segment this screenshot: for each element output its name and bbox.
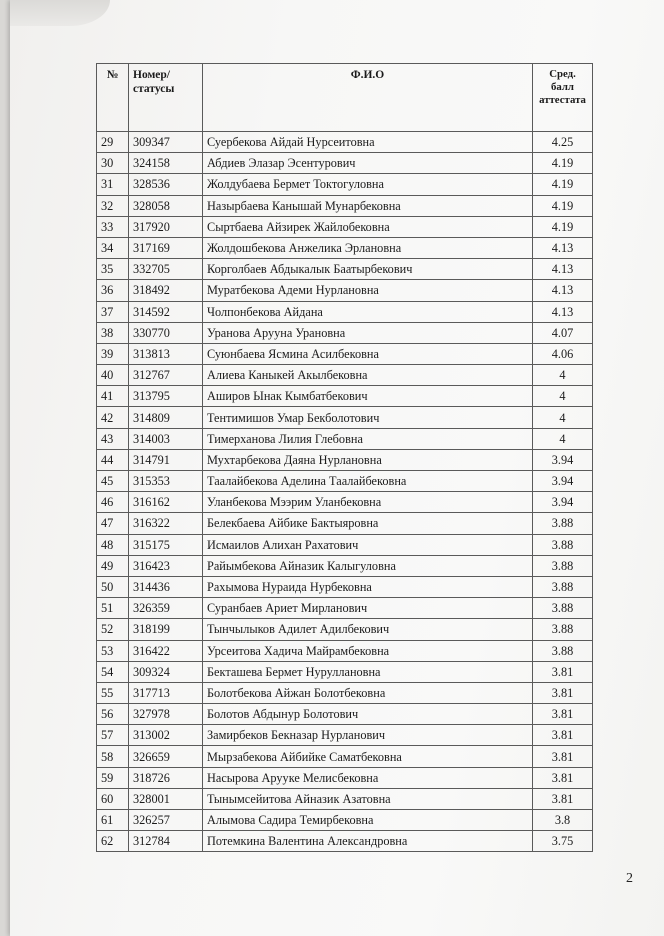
- row-full-name: Суранбаев Ариет Мирланович: [203, 598, 533, 619]
- table-row: [97, 682, 593, 703]
- row-full-name: Замирбеков Бекназар Нурланович: [203, 725, 533, 746]
- row-registration: 332705: [129, 259, 203, 280]
- row-registration: 316322: [129, 513, 203, 534]
- row-number: 56: [97, 704, 129, 725]
- page-fold-shadow: [10, 0, 110, 26]
- row-number: 49: [97, 555, 129, 576]
- row-average-grade: 3.81: [533, 704, 593, 725]
- row-full-name: Жолдошбекова Анжелика Эрлановна: [203, 237, 533, 258]
- row-registration: 317920: [129, 216, 203, 237]
- row-number: 46: [97, 492, 129, 513]
- table-row: [97, 153, 593, 174]
- row-full-name: Тимерханова Лилия Глебовна: [203, 428, 533, 449]
- row-number: 33: [97, 216, 129, 237]
- row-number: 58: [97, 746, 129, 767]
- row-average-grade: 3.88: [533, 555, 593, 576]
- table-row: [97, 428, 593, 449]
- row-number: 42: [97, 407, 129, 428]
- row-registration: 315353: [129, 471, 203, 492]
- row-registration: 328001: [129, 788, 203, 809]
- row-average-grade: 3.81: [533, 661, 593, 682]
- header-number: №: [97, 64, 129, 132]
- row-registration: 313795: [129, 386, 203, 407]
- table-row: [97, 301, 593, 322]
- row-registration: 313002: [129, 725, 203, 746]
- row-full-name: Аширов Ынак Кымбатбекович: [203, 386, 533, 407]
- row-number: 29: [97, 132, 129, 153]
- table-row: [97, 704, 593, 725]
- row-full-name: Алымова Садира Темирбековна: [203, 810, 533, 831]
- row-full-name: Корголбаев Абдыкалык Баатырбекович: [203, 259, 533, 280]
- row-registration: 326659: [129, 746, 203, 767]
- row-registration: 314003: [129, 428, 203, 449]
- row-registration: 328058: [129, 195, 203, 216]
- row-registration: 317169: [129, 237, 203, 258]
- row-full-name: Уранова Арууна Урановна: [203, 322, 533, 343]
- row-number: 44: [97, 449, 129, 470]
- table-row: [97, 132, 593, 153]
- row-registration: 312784: [129, 831, 203, 852]
- row-average-grade: 3.81: [533, 788, 593, 809]
- row-number: 43: [97, 428, 129, 449]
- table-row: [97, 195, 593, 216]
- row-average-grade: 4.13: [533, 259, 593, 280]
- row-number: 34: [97, 237, 129, 258]
- table-row: [97, 555, 593, 576]
- row-full-name: Белекбаева Айбике Бактыяровна: [203, 513, 533, 534]
- row-full-name: Суербекова Айдай Нурсеитовна: [203, 132, 533, 153]
- row-average-grade: 4.19: [533, 216, 593, 237]
- row-registration: 318726: [129, 767, 203, 788]
- row-registration: 317713: [129, 682, 203, 703]
- table-row: [97, 407, 593, 428]
- row-registration: 314791: [129, 449, 203, 470]
- row-full-name: Алиева Каныкей Акылбековна: [203, 365, 533, 386]
- row-full-name: Уланбекова Мээрим Уланбековна: [203, 492, 533, 513]
- row-registration: 313813: [129, 343, 203, 364]
- row-average-grade: 4: [533, 428, 593, 449]
- row-full-name: Мырзабекова Айбийке Саматбековна: [203, 746, 533, 767]
- row-number: 45: [97, 471, 129, 492]
- row-number: 59: [97, 767, 129, 788]
- table-row: [97, 449, 593, 470]
- row-registration: 314436: [129, 576, 203, 597]
- row-number: 36: [97, 280, 129, 301]
- row-average-grade: 3.94: [533, 492, 593, 513]
- row-full-name: Суюнбаева Ясмина Асилбековна: [203, 343, 533, 364]
- row-registration: 316162: [129, 492, 203, 513]
- table-row: [97, 174, 593, 195]
- row-number: 61: [97, 810, 129, 831]
- row-full-name: Абдиев Элазар Эсентурович: [203, 153, 533, 174]
- table-row: [97, 767, 593, 788]
- row-average-grade: 4.19: [533, 174, 593, 195]
- row-registration: 316423: [129, 555, 203, 576]
- row-registration: 314809: [129, 407, 203, 428]
- row-registration: 316422: [129, 640, 203, 661]
- row-average-grade: 3.88: [533, 619, 593, 640]
- row-average-grade: 4.19: [533, 153, 593, 174]
- row-full-name: Рахымова Нураида Нурбековна: [203, 576, 533, 597]
- table-row: [97, 746, 593, 767]
- row-registration: 326257: [129, 810, 203, 831]
- row-number: 57: [97, 725, 129, 746]
- row-full-name: Исмаилов Алихан Рахатович: [203, 534, 533, 555]
- row-number: 35: [97, 259, 129, 280]
- row-registration: 315175: [129, 534, 203, 555]
- row-average-grade: 3.81: [533, 746, 593, 767]
- row-number: 41: [97, 386, 129, 407]
- table-row: [97, 471, 593, 492]
- row-registration: 309347: [129, 132, 203, 153]
- table-row: [97, 831, 593, 852]
- table-row: [97, 810, 593, 831]
- row-number: 62: [97, 831, 129, 852]
- row-average-grade: 4.06: [533, 343, 593, 364]
- row-number: 54: [97, 661, 129, 682]
- row-number: 32: [97, 195, 129, 216]
- table-row: [97, 534, 593, 555]
- row-number: 60: [97, 788, 129, 809]
- row-number: 30: [97, 153, 129, 174]
- row-full-name: Таалайбекова Аделина Таалайбековна: [203, 471, 533, 492]
- row-registration: 309324: [129, 661, 203, 682]
- row-full-name: Урсеитова Хадича Майрамбековна: [203, 640, 533, 661]
- row-number: 50: [97, 576, 129, 597]
- row-average-grade: 3.81: [533, 682, 593, 703]
- table-row: [97, 280, 593, 301]
- row-full-name: Болотбекова Айжан Болотбековна: [203, 682, 533, 703]
- row-average-grade: 3.88: [533, 640, 593, 661]
- applicants-table: [96, 63, 593, 852]
- row-number: 37: [97, 301, 129, 322]
- row-number: 52: [97, 619, 129, 640]
- table-row: [97, 237, 593, 258]
- row-average-grade: 3.88: [533, 598, 593, 619]
- row-full-name: Тынчылыков Адилет Адилбекович: [203, 619, 533, 640]
- table-body: [97, 132, 593, 852]
- row-full-name: Назырбаева Канышай Мунарбековна: [203, 195, 533, 216]
- table-row: [97, 492, 593, 513]
- row-average-grade: 4.13: [533, 280, 593, 301]
- row-average-grade: 4.07: [533, 322, 593, 343]
- header-registration: Номер/статусы: [129, 64, 203, 132]
- row-registration: 318199: [129, 619, 203, 640]
- row-average-grade: 4.13: [533, 301, 593, 322]
- row-number: 38: [97, 322, 129, 343]
- row-registration: 330770: [129, 322, 203, 343]
- row-full-name: Муратбекова Адеми Нурлановна: [203, 280, 533, 301]
- header-full-name: Ф.И.О: [203, 64, 533, 132]
- row-average-grade: 3.94: [533, 471, 593, 492]
- document-page: [10, 0, 664, 936]
- row-average-grade: 3.94: [533, 449, 593, 470]
- table-row: [97, 661, 593, 682]
- row-average-grade: 4: [533, 386, 593, 407]
- row-registration: 328536: [129, 174, 203, 195]
- row-full-name: Бекташева Бермет Нуруллановна: [203, 661, 533, 682]
- row-average-grade: 3.88: [533, 534, 593, 555]
- row-full-name: Потемкина Валентина Александровна: [203, 831, 533, 852]
- row-full-name: Райымбекова Айназик Калыгуловна: [203, 555, 533, 576]
- row-average-grade: 4.19: [533, 195, 593, 216]
- table-row: [97, 216, 593, 237]
- row-average-grade: 4.25: [533, 132, 593, 153]
- table-row: [97, 365, 593, 386]
- header-average-grade: Сред. балл аттестата: [533, 64, 593, 132]
- row-full-name: Тентимишов Умар Бекболотович: [203, 407, 533, 428]
- row-full-name: Жолдубаева Бермет Токтогуловна: [203, 174, 533, 195]
- row-average-grade: 3.81: [533, 767, 593, 788]
- row-average-grade: 4.13: [533, 237, 593, 258]
- table-row: [97, 386, 593, 407]
- row-number: 47: [97, 513, 129, 534]
- row-registration: 312767: [129, 365, 203, 386]
- row-average-grade: 3.88: [533, 576, 593, 597]
- row-average-grade: 4: [533, 365, 593, 386]
- row-number: 53: [97, 640, 129, 661]
- row-number: 51: [97, 598, 129, 619]
- table-row: [97, 619, 593, 640]
- row-number: 40: [97, 365, 129, 386]
- row-number: 31: [97, 174, 129, 195]
- row-average-grade: 3.75: [533, 831, 593, 852]
- row-average-grade: 4: [533, 407, 593, 428]
- row-number: 55: [97, 682, 129, 703]
- row-registration: 324158: [129, 153, 203, 174]
- table-row: [97, 513, 593, 534]
- table-row: [97, 725, 593, 746]
- row-average-grade: 3.81: [533, 725, 593, 746]
- row-full-name: Болотов Абдынур Болотович: [203, 704, 533, 725]
- row-registration: 314592: [129, 301, 203, 322]
- table-row: [97, 788, 593, 809]
- row-full-name: Насырова Арууке Мелисбековна: [203, 767, 533, 788]
- table-row: [97, 259, 593, 280]
- table-row: [97, 640, 593, 661]
- row-registration: 327978: [129, 704, 203, 725]
- row-average-grade: 3.8: [533, 810, 593, 831]
- row-full-name: Мухтарбекова Даяна Нурлановна: [203, 449, 533, 470]
- table-row: [97, 322, 593, 343]
- row-registration: 326359: [129, 598, 203, 619]
- row-average-grade: 3.88: [533, 513, 593, 534]
- row-number: 48: [97, 534, 129, 555]
- row-full-name: Тынымсейитова Айназик Азатовна: [203, 788, 533, 809]
- table-row: [97, 343, 593, 364]
- row-full-name: Чолпонбекова Айдана: [203, 301, 533, 322]
- table-row: [97, 576, 593, 597]
- table-header-row: [97, 64, 593, 132]
- table-row: [97, 598, 593, 619]
- row-registration: 318492: [129, 280, 203, 301]
- row-full-name: Сыртбаева Айзирек Жайлобековна: [203, 216, 533, 237]
- row-number: 39: [97, 343, 129, 364]
- page-number: 2: [626, 871, 633, 886]
